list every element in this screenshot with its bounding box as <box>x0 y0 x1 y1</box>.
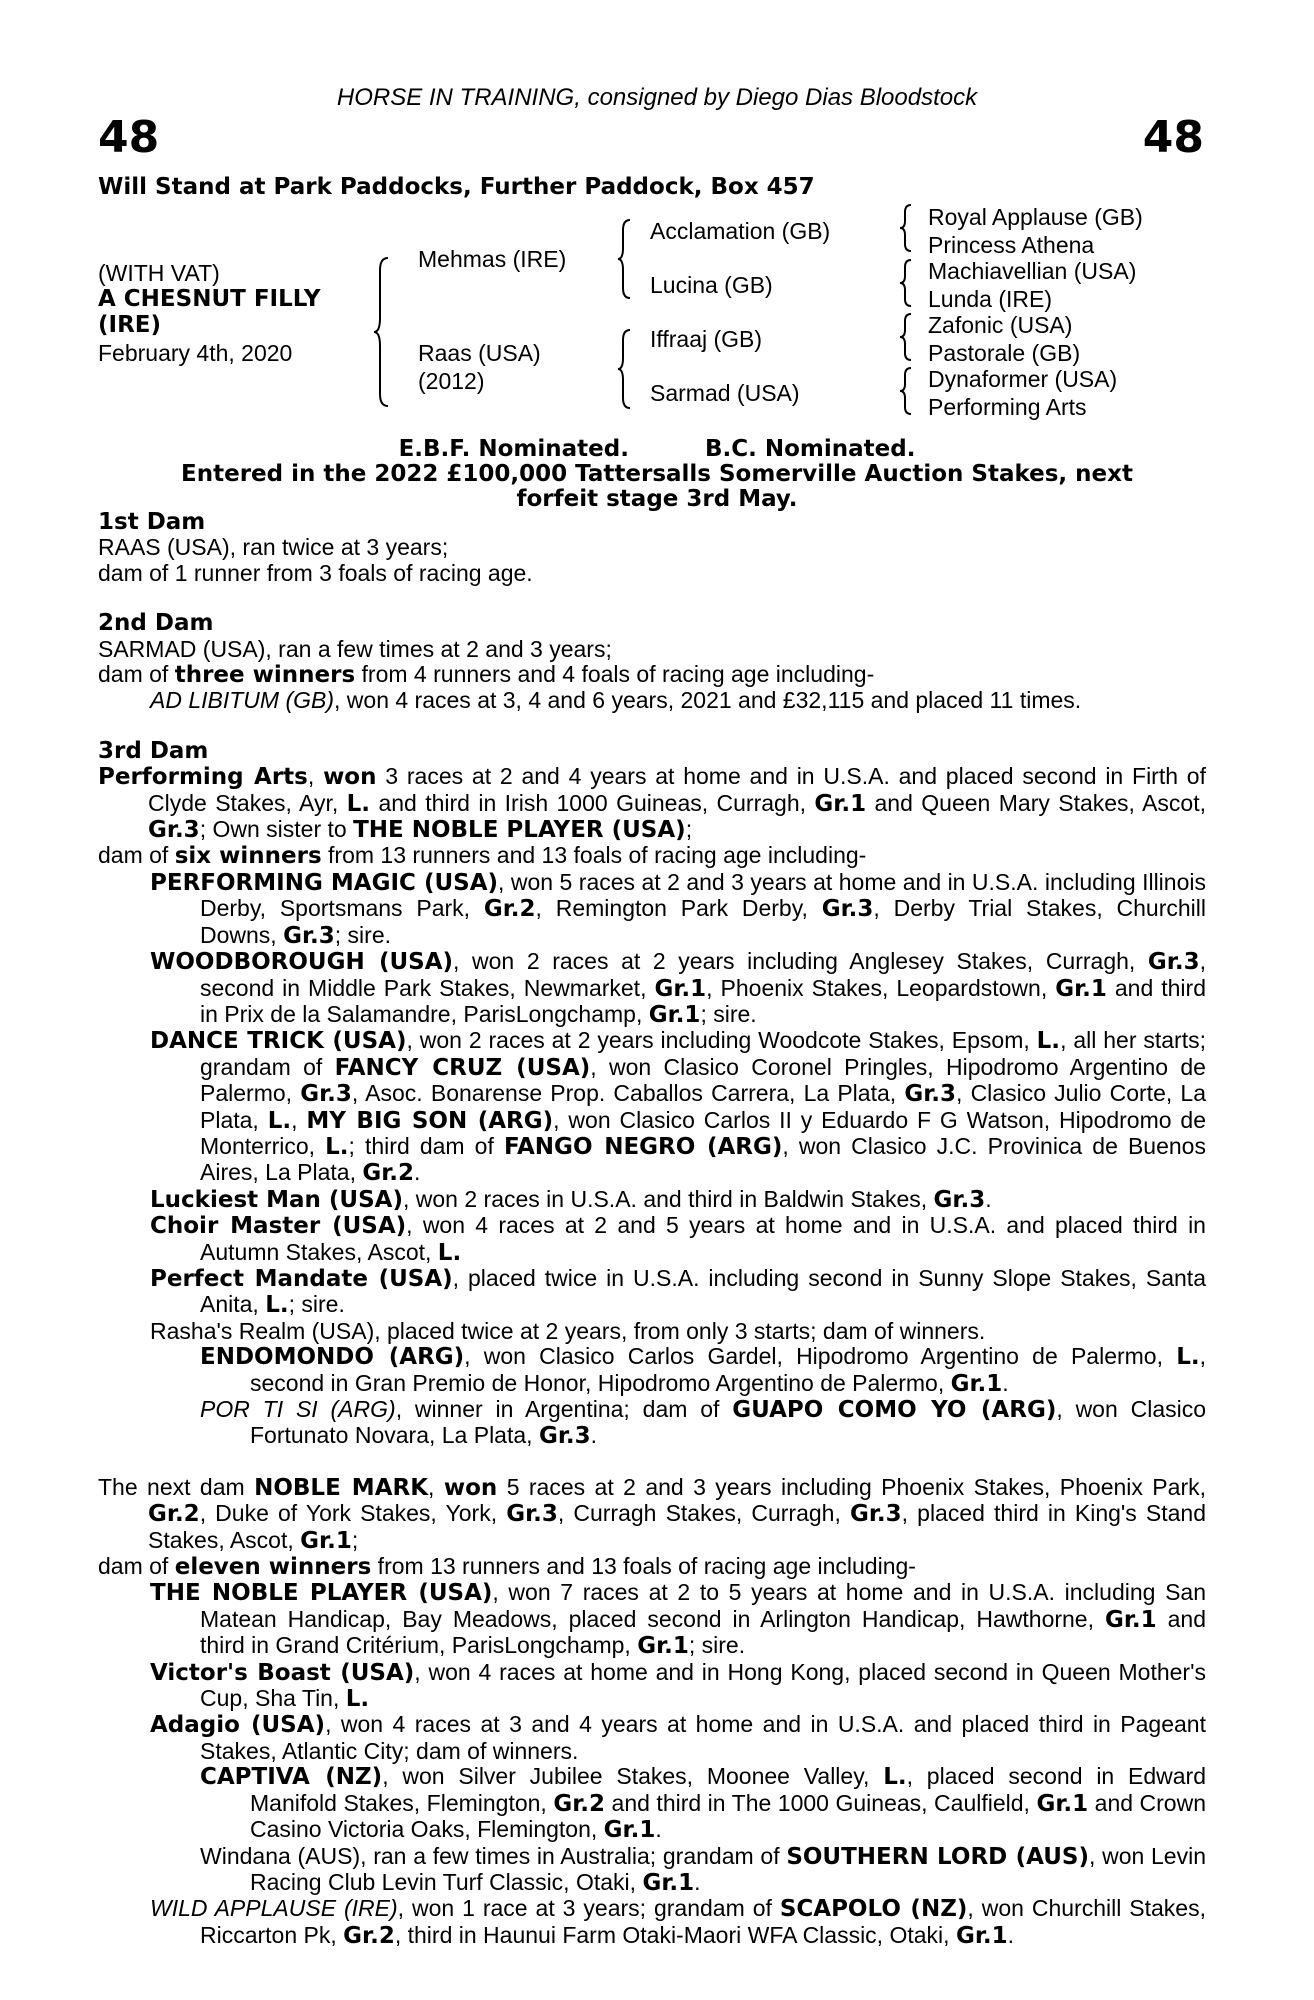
pedigree-brace-1 <box>372 256 392 408</box>
horse-country: (IRE) <box>98 312 162 338</box>
catalogue-body <box>98 510 1206 1949</box>
progeny-entry: ENDOMONDO (ARG), won Clasico Carlos Gardel, Hipodromo Argentino de Palermo, L., second in Gran Premio de Honor, Hipodromo Argentino de Palermo, Gr.1. <box>200 1343 1206 1397</box>
pedigree-sire-dam: Lucina (GB) <box>650 272 773 298</box>
second-dam-progeny: AD LIBITUM (GB), won 4 races at 3, 4 and 6 years, 2021 and £32,115 and placed 11 times. <box>150 687 1082 714</box>
page-header: HORSE IN TRAINING, consigned by Diego Dias Bloodstock <box>336 84 978 111</box>
pedigree-dam-year: (2012) <box>418 368 485 394</box>
pedigree-g6: Pastorale (GB) <box>928 340 1081 366</box>
pedigree-g8: Performing Arts <box>928 394 1087 420</box>
ebf-nomination: E.B.F. Nominated. <box>398 436 629 462</box>
nominations <box>0 436 1314 462</box>
foaling-date: February 4th, 2020 <box>98 340 293 366</box>
third-dam-intro: Performing Arts, won 3 races at 2 and 4 years at home and in U.S.A. and placed second in Firth of Clyde Stakes, Ayr, L. and third in Irish 1000 Guineas, Curragh, Gr.1 and Queen Mary Stakes, Ascot, Gr.3; Own sister to THE NOBLE PLAYER (USA); <box>98 763 1206 844</box>
pedigree-sire-sire: Acclamation (GB) <box>650 218 831 244</box>
progeny-entry: Victor's Boast (USA), won 4 races at home and in Hong Kong, placed second in Queen Mother's Cup, Sha Tin, L. <box>150 1658 1206 1713</box>
entry-line-2: forfeit stage 3rd May. <box>516 486 798 512</box>
pedigree-dam-sire: Iffraaj (GB) <box>650 326 763 352</box>
horse-name: A CHESNUT FILLY <box>98 286 321 312</box>
pedigree-brace-5 <box>898 258 914 308</box>
pedigree-brace-2 <box>616 218 634 300</box>
pedigree-dam: Raas (USA) <box>418 340 541 366</box>
next-dam-progeny-list <box>98 1580 1206 1949</box>
pedigree-g3: Machiavellian (USA) <box>928 258 1137 284</box>
pedigree-g2: Princess Athena <box>928 232 1095 258</box>
progeny-entry: WOODBOROUGH (USA), won 2 races at 2 years including Anglesey Stakes, Curragh, Gr.3, second in Middle Park Stakes, Newmarket, Gr.1, Phoenix Stakes, Leopardstown, Gr.1 and third in Prix de la Salamandre, ParisLongchamp, Gr.1; sire. <box>150 948 1206 1028</box>
next-dam-dam-of: dam of eleven winners from 13 runners and 13 foals of racing age including- <box>98 1553 916 1581</box>
pedigree-brace-7 <box>898 366 914 416</box>
progeny-entry: THE NOBLE PLAYER (USA), won 7 races at 2 to 5 years at home and in U.S.A. including San Matean Handicap, Bay Meadows, placed second in Arlington Handicap, Hawthorne, Gr.1 and third in Grand Critérium, ParisLongchamp, Gr.1; sire. <box>150 1579 1207 1660</box>
first-dam-line-2: dam of 1 runner from 3 foals of racing age. <box>98 559 533 586</box>
second-dam-line-1: SARMAD (USA), ran a few times at 2 and 3 years; <box>98 635 612 662</box>
pedigree-brace-4 <box>898 203 914 253</box>
progeny-entry: Adagio (USA), won 4 races at 3 and 4 years at home and in U.S.A. and placed third in Pageant Stakes, Atlantic City; dam of winners. <box>150 1711 1206 1764</box>
pedigree-brace-3 <box>616 328 634 410</box>
pedigree-g5: Zafonic (USA) <box>928 312 1073 338</box>
first-dam-heading: 1st Dam <box>98 509 206 535</box>
pedigree-g4: Lunda (IRE) <box>928 286 1053 312</box>
progeny-entry: Luckiest Man (USA), won 2 races in U.S.A. and third in Baldwin Stakes, Gr.3. <box>150 1185 992 1213</box>
progeny-entry: Rasha's Realm (USA), placed twice at 2 years, from only 3 starts; dam of winners. <box>150 1317 986 1344</box>
next-dam-intro: The next dam NOBLE MARK, won 5 races at 2 and 3 years including Phoenix Stakes, Phoenix Park, Gr.2, Duke of York Stakes, York, Gr.3, Curragh Stakes, Curragh, Gr.3, placed third in King's Stand Stakes, Ascot, Gr.1; <box>98 1473 1207 1554</box>
stand-location: Will Stand at Park Paddocks, Further Paddock, Box 457 <box>98 174 815 200</box>
third-dam-heading: 3rd Dam <box>98 737 209 764</box>
progeny-entry: Choir Master (USA), won 4 races at 2 and 5 years at home and in U.S.A. and placed third in Autumn Stakes, Ascot, L. <box>150 1212 1206 1266</box>
first-dam-line-1: RAAS (USA), ran twice at 3 years; <box>98 534 449 561</box>
third-dam-dam-of: dam of six winners from 13 runners and 13 foals of racing age including- <box>98 842 867 870</box>
pedigree-g1: Royal Applause (GB) <box>928 204 1143 230</box>
second-dam-heading: 2nd Dam <box>98 610 214 637</box>
progeny-entry: WILD APPLAUSE (IRE), won 1 race at 3 years; grandam of SCAPOLO (NZ), won Churchill Stakes, Riccarton Pk, Gr.2, third in Haunui Farm Otaki-Maori WFA Classic, Otaki, Gr.1. <box>150 1895 1206 1949</box>
progeny-entry: PERFORMING MAGIC (USA), won 5 races at 2 and 3 years at home and in U.S.A. including Illinois Derby, Sportsmans Park, Gr.2, Remington Park Derby, Gr.3, Derby Trial Stakes, Churchill Downs, Gr.3; sire. <box>150 868 1206 949</box>
second-dam-line-2: dam of three winners from 4 runners and 4 foals of racing age including- <box>98 661 875 689</box>
progeny-entry: POR TI SI (ARG), winner in Argentina; dam of GUAPO COMO YO (ARG), won Clasico Fortunato Novara, La Plata, Gr.3. <box>200 1396 1207 1450</box>
progeny-entry: Perfect Mandate (USA), placed twice in U.S.A. including second in Sunny Slope Stakes, Santa Anita, L.; sire. <box>150 1264 1206 1319</box>
pedigree-dam-dam: Sarmad (USA) <box>650 380 800 406</box>
pedigree-brace-6 <box>898 312 914 362</box>
progeny-entry: Windana (AUS), ran a few times in Australia; grandam of SOUTHERN LORD (AUS), won Levin Racing Club Levin Turf Classic, Otaki, Gr.1. <box>200 1842 1206 1896</box>
bc-nomination: B.C. Nominated. <box>704 436 916 462</box>
pedigree-g7: Dynaformer (USA) <box>928 366 1118 392</box>
entry-line-1: Entered in the 2022 £100,000 Tattersalls Somerville Auction Stakes, next <box>181 461 1133 487</box>
lot-number-left: 48 <box>98 112 160 163</box>
third-dam-progeny-list <box>98 870 1206 1450</box>
vat-note: (WITH VAT) <box>98 260 220 286</box>
lot-number-right: 48 <box>1142 112 1204 163</box>
progeny-entry: CAPTIVA (NZ), won Silver Jubilee Stakes, Moonee Valley, L., placed second in Edward Manifold Stakes, Flemington, Gr.2 and third in The 1000 Guineas, Caulfield, Gr.1 and Crown Casino Victoria Oaks, Flemington, Gr.1. <box>200 1763 1206 1844</box>
progeny-entry: DANCE TRICK (USA), won 2 races at 2 years including Woodcote Stakes, Epsom, L., all her starts; grandam of FANCY CRUZ (USA), won Clasico Coronel Pringles, Hipodromo Argentino de Palermo, Gr.3, Asoc. Bonarense Prop. Caballos Carrera, La Plata, Gr.3, Clasico Julio Corte, La Plata, L., MY BIG SON (ARG), won Clasico Carlos II y Eduardo F G Watson, Hipodromo de Monterrico, L.; third dam of FANGO NEGRO (ARG), won Clasico J.C. Provinica de Buenos Aires, La Plata, Gr.2. <box>150 1027 1207 1187</box>
pedigree-sire: Mehmas (IRE) <box>418 246 567 272</box>
